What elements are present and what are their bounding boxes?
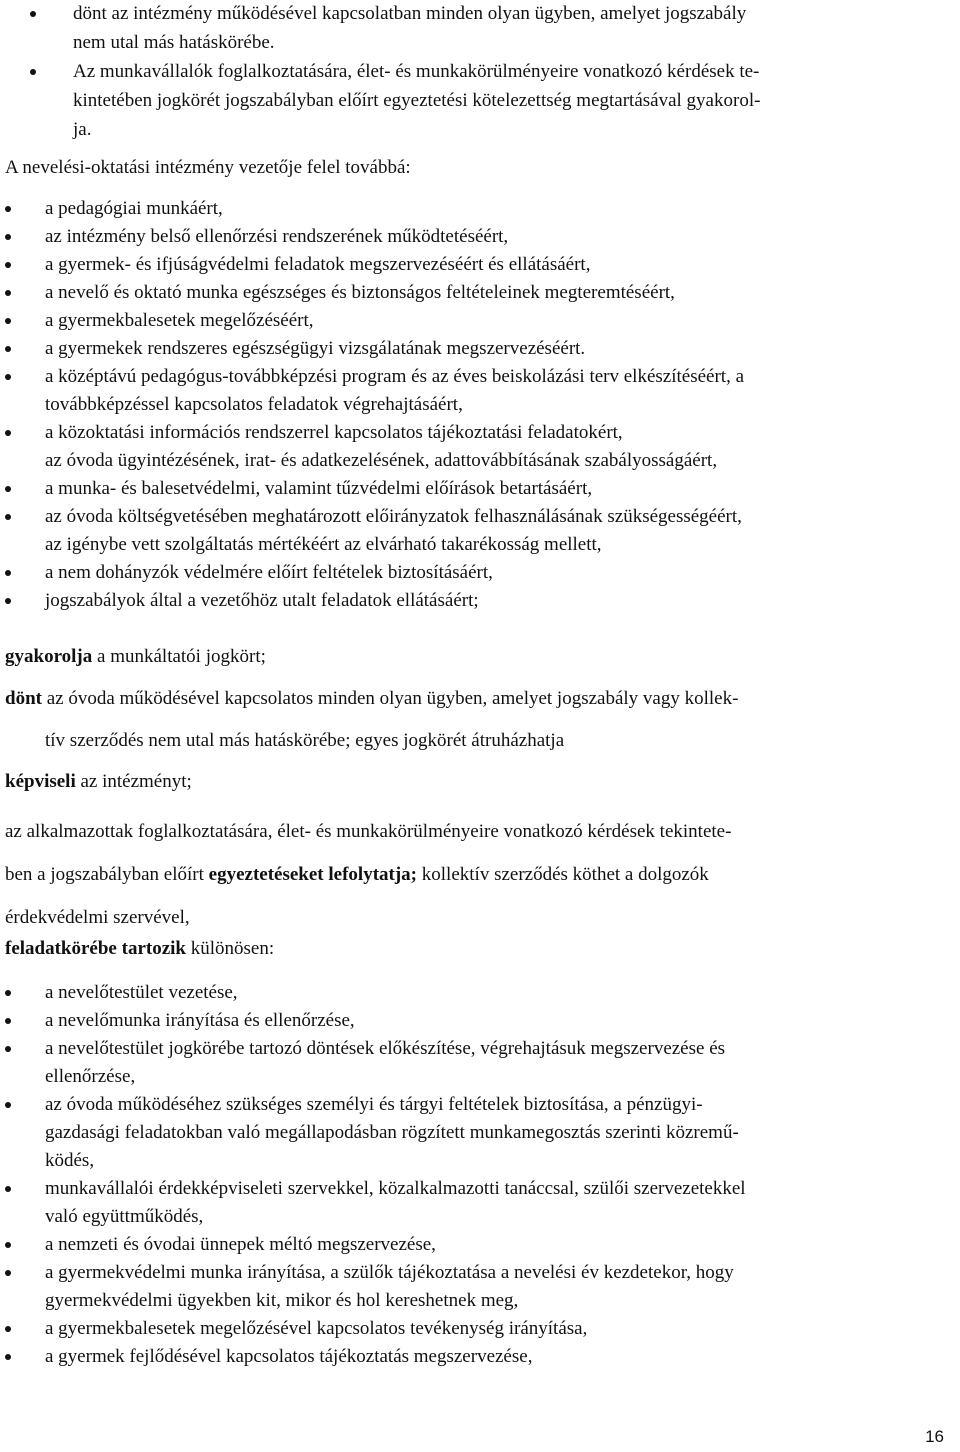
list-item — [0, 1091, 960, 1175]
line: a középtávú pedagógus-továbbképzési program és az éves beiskolázási terv elkészítéséért, a — [45, 366, 745, 387]
line: ben a jogszabályban előírt — [5, 864, 209, 885]
line: továbbképzéssel kapcsolatos feladatok végrehajtásáért, — [45, 394, 463, 415]
list-item — [0, 1035, 960, 1091]
list-item — [0, 335, 960, 363]
paragraph-kepviseli — [0, 768, 960, 796]
list-item — [0, 251, 960, 279]
line: a nevelőtestület jogkörébe tartozó döntések előkészítése, végrehajtásuk megszervezése és — [45, 1038, 726, 1059]
line: a gyermekbalesetek megelőzéséért, — [45, 310, 314, 331]
line: a gyermek fejlődésével kapcsolatos tájékoztatás megszervezése, — [45, 1346, 533, 1367]
list-item — [0, 419, 960, 475]
paragraph-dont — [0, 685, 960, 713]
bold-term: képviseli — [5, 771, 76, 792]
list-item — [0, 587, 960, 615]
line: az intézmény belső ellenőrzési rendszerének működtetéséért, — [45, 226, 509, 247]
line: kollektív szerződés köthet a dolgozók — [417, 864, 709, 885]
line: gazdasági feladatokban való megállapodásban rögzített munkamegosztás szerinti közremű- — [45, 1122, 739, 1143]
list-item — [0, 475, 960, 503]
list-item — [0, 1259, 960, 1315]
list-item — [0, 307, 960, 335]
line: a gyermekvédelmi munka irányítása, a szülők tájékoztatása a nevelési év kezdetekor, hogy — [45, 1262, 734, 1283]
line: való együttműködés, — [45, 1206, 204, 1227]
list-item — [0, 979, 960, 1007]
line: a gyermekbalesetek megelőzésével kapcsolatos tevékenység irányítása, — [45, 1318, 588, 1339]
list-item — [0, 57, 960, 144]
bold-term: feladatkörébe tartozik — [5, 938, 186, 959]
line: nem utal más hatáskörébe. — [73, 32, 275, 53]
list-item — [0, 503, 960, 559]
line: a pedagógiai munkáért, — [45, 198, 223, 219]
line: kintetében jogkörét jogszabályban előírt egyeztetési kötelezettség megtartásával gyakorol- — [73, 90, 761, 111]
line: dönt az intézmény működésével kapcsolatban minden olyan ügyben, amelyet jogszabály — [73, 3, 747, 24]
list-item — [0, 559, 960, 587]
paragraph-alkalmazottak — [0, 810, 960, 939]
line: jogszabályok által a vezetőhöz utalt feladatok ellátásáért; — [45, 590, 479, 611]
list-item — [0, 1343, 960, 1371]
line: az óvoda működéséhez szükséges személyi és tárgyi feltételek biztosítása, a pénzügyi- — [45, 1094, 703, 1115]
bold-term: gyakorolja — [5, 646, 93, 667]
line: gyermekvédelmi ügyekben kit, mikor és hol kereshetnek meg, — [45, 1290, 519, 1311]
list-item — [0, 1007, 960, 1035]
line: érdekvédelmi szervével, — [5, 907, 190, 928]
line: az alkalmazottak foglalkoztatására, élet- és munkakörülményeire vonatkozó kérdések tekintete- — [5, 821, 732, 842]
line: munkavállalói érdekképviseleti szervekkel, közalkalmazotti tanáccsal, szülői szervezetekkel — [45, 1178, 746, 1199]
bold-term: dönt — [5, 688, 42, 709]
line: a nevelőmunka irányítása és ellenőrzése, — [45, 1010, 355, 1031]
text: az óvoda működésével kapcsolatos minden olyan ügyben, amelyet jogszabály vagy kollek- — [41, 688, 739, 709]
text: a munkáltatói jogkört; — [92, 646, 266, 667]
list-item — [0, 279, 960, 307]
line: a gyermekek rendszeres egészségügyi vizsgálatának megszervezéséért. — [45, 338, 586, 359]
line: a közoktatási információs rendszerrel kapcsolatos tájékoztatási feladatokért, — [45, 422, 623, 443]
line: a nemzeti és óvodai ünnepek méltó megszervezése, — [45, 1234, 436, 1255]
responsibility-list — [0, 195, 960, 615]
duties-list — [0, 979, 960, 1371]
line: Az munkavállalók foglalkoztatására, élet- és munkakörülményeire vonatkozó kérdések te- — [73, 61, 760, 82]
list-item — [0, 0, 960, 57]
bold-term: egyeztetéseket lefolytatja; — [208, 864, 418, 885]
list-item — [0, 1315, 960, 1343]
page-number: 16 — [925, 1427, 944, 1446]
line: az óvoda költségvetésében meghatározott előirányzatok felhasználásának szükségességéért, — [45, 506, 742, 527]
line: ellenőrzése, — [45, 1066, 136, 1087]
line: az óvoda ügyintézésének, irat- és adatkezelésének, adattovábbításának szabályosságáért, — [45, 450, 718, 471]
line: ködés, — [45, 1150, 95, 1171]
line: ja. — [73, 119, 92, 140]
line: a nevelő és oktató munka egészséges és biztonságos feltételeinek megteremtéséért, — [45, 282, 675, 303]
list-item — [0, 1175, 960, 1231]
paragraph-dont-continuation: tív szerződés nem utal más hatáskörébe; egyes jogkörét átruházhatja — [45, 730, 565, 751]
text: különösen: — [185, 938, 275, 959]
line: a munka- és balesetvédelmi, valamint tűzvédelmi előírások betartásáért, — [45, 478, 593, 499]
list-item — [0, 363, 960, 419]
line: az igénybe vett szolgáltatás mértékéért az elvárható takarékosság mellett, — [45, 534, 602, 555]
intro-text: A nevelési-oktatási intézmény vezetője felel továbbá: — [5, 157, 411, 178]
list-item — [0, 1231, 960, 1259]
top-list — [0, 0, 960, 144]
line: a nevelőtestület vezetése, — [45, 982, 238, 1003]
text: az intézményt; — [75, 771, 192, 792]
line: a nem dohányzók védelmére előírt feltételek biztosításáért, — [45, 562, 493, 583]
list-item — [0, 223, 960, 251]
paragraph-feladatkor — [0, 935, 960, 963]
line: a gyermek- és ifjúságvédelmi feladatok megszervezéséért és ellátásáért, — [45, 254, 591, 275]
list-item — [0, 195, 960, 223]
paragraph-gyakorolja — [0, 643, 960, 671]
